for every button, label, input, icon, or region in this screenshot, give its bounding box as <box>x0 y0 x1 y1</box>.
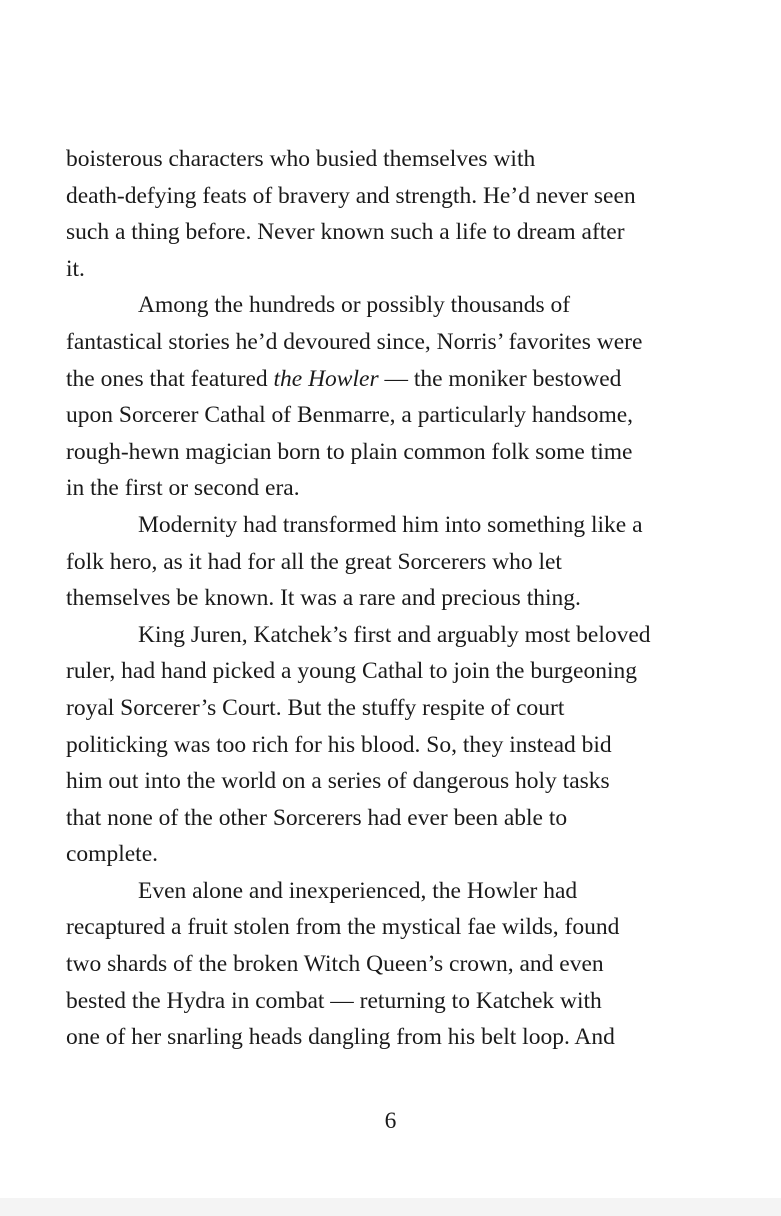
text-line: one of her snarling heads dangling from his belt loop. And <box>66 1024 615 1051</box>
text-line: folk hero, as it had for all the great Sorcerers who let <box>66 548 562 575</box>
page-number: 6 <box>384 1108 397 1134</box>
paragraph <box>66 617 716 873</box>
body-text <box>66 141 716 1056</box>
text-line: Even alone and inexperienced, the Howler had <box>138 877 578 904</box>
text-line: upon Sorcerer Cathal of Benmarre, a particularly handsome, <box>66 402 634 429</box>
text-line: complete. <box>66 841 159 868</box>
text-line: ruler, had hand picked a young Cathal to join the burgeoning <box>66 658 637 685</box>
text-line: death-defying feats of bravery and strength. He’d never seen <box>66 182 636 209</box>
text-line: recaptured a fruit stolen from the mystical fae wilds, found <box>66 914 620 941</box>
text-line: royal Sorcerer’s Court. But the stuffy respite of court <box>66 694 565 721</box>
text-line: it. <box>66 255 85 282</box>
text-line: such a thing before. Never known such a life to dream after <box>66 219 625 246</box>
paragraph <box>66 287 716 507</box>
text-line: fantastical stories he’d devoured since, Norris’ favorites were <box>66 328 643 355</box>
text-line: the ones that featured the Howler — the moniker bestowed <box>66 365 622 392</box>
text-line: politicking was too rich for his blood. So, they instead bid <box>66 731 612 758</box>
italic-title: the Howler <box>273 365 379 392</box>
text-line: themselves be known. It was a rare and precious thing. <box>66 585 581 612</box>
text-line: boisterous characters who busied themselves with <box>66 146 536 172</box>
paragraph <box>66 507 716 617</box>
text-line: bested the Hydra in combat — returning to Katchek with <box>66 987 602 1014</box>
paragraph <box>66 141 716 287</box>
text-line: Among the hundreds or possibly thousands of <box>138 292 571 319</box>
paragraph <box>66 873 716 1056</box>
text-line: in the first or second era. <box>66 475 300 502</box>
text-line: Modernity had transformed him into something like a <box>138 511 643 538</box>
text-line: King Juren, Katchek’s first and arguably most beloved <box>138 621 651 648</box>
text-line: that none of the other Sorcerers had ever been able to <box>66 804 568 831</box>
text-line: him out into the world on a series of dangerous holy tasks <box>66 768 610 795</box>
text-line: rough-hewn magician born to plain common folk some time <box>66 438 633 465</box>
text-line: two shards of the broken Witch Queen’s crown, and even <box>66 951 604 978</box>
page-bottom-edge <box>0 1198 781 1216</box>
